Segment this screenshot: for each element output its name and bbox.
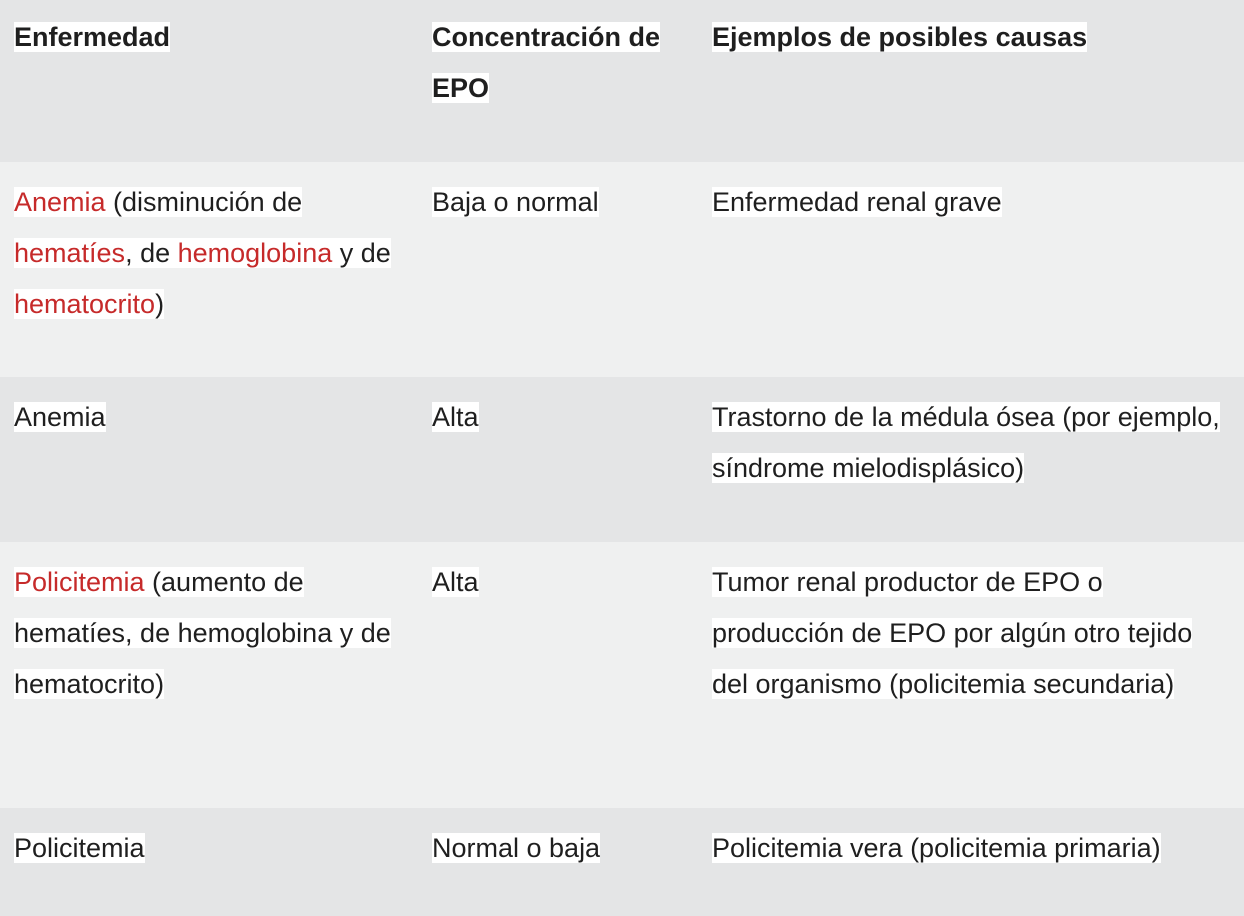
table-row [0, 377, 1244, 542]
causes-cell: Enfermedad renal grave [712, 187, 1002, 217]
disease-cell: Policitemia (aumento de hematíes, de hemoglobina y de hematocrito) [14, 567, 391, 699]
table-row [0, 808, 1244, 916]
hematies-link[interactable]: hematíes [14, 238, 126, 268]
epo-cell: Alta [432, 402, 479, 432]
causes-cell: Tumor renal productor de EPO o producción de EPO por algún otro tejido del organismo (policitemia secundaria) [712, 567, 1193, 699]
epo-cell: Baja o normal [432, 187, 599, 217]
epo-cell: Alta [432, 567, 479, 597]
disease-cell: Anemia [14, 402, 106, 432]
causes-cell: Policitemia vera (policitemia primaria) [712, 833, 1161, 863]
disease-cell: Anemia (disminución de hematíes, de hemoglobina y de hematocrito) [14, 187, 391, 319]
anemia-link[interactable]: Anemia [14, 187, 106, 217]
header-epo-concentration: Concentración de EPO [432, 22, 661, 103]
causes-cell: Trastorno de la médula ósea (por ejemplo, síndrome mielodisplásico) [712, 402, 1220, 483]
table-header-row [0, 0, 1244, 162]
epo-cell: Normal o baja [432, 833, 601, 863]
hematocrito-link[interactable]: hematocrito [14, 289, 156, 319]
policitemia-link[interactable]: Policitemia [14, 567, 145, 597]
table-row [0, 542, 1244, 808]
header-possible-causes: Ejemplos de posibles causas [712, 22, 1088, 52]
table-row [0, 162, 1244, 377]
hemoglobina-link[interactable]: hemoglobina [177, 238, 333, 268]
disease-cell: Policitemia [14, 833, 145, 863]
header-disease: Enfermedad [14, 22, 171, 52]
